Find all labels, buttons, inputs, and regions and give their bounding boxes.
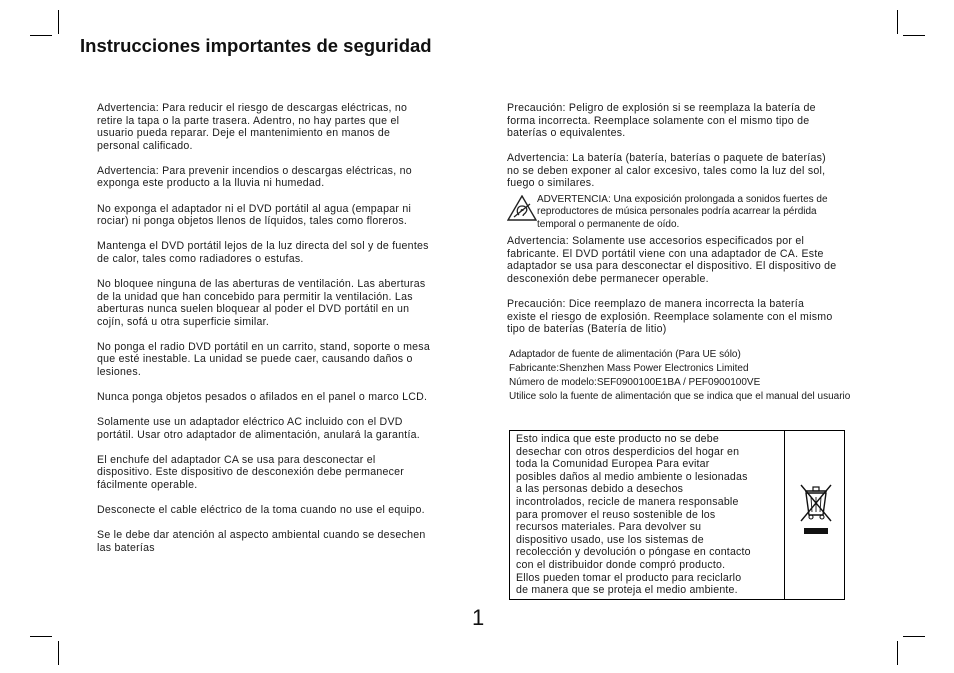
weee-notice-text: Esto indica que este producto no se debe desechar con otros desperdicios del hogar en toda la Comunidad Europea Para evitar posibles daños al medio ambiente o lesionadas a las personas debido a desechos incontrolados, recicle de manera responsable para promover el reuso sostenible de los recursos materiales. Para devolver su dispositivo usado, use los sistemas de recolección y devolución o póngase en contacto con el distribuidor donde compró producto. Ellos pueden tomar el producto para reciclarlo de manera que se proteja el medio ambiente. (510, 431, 785, 599)
page-title: Instrucciones importantes de seguridad (80, 35, 432, 56)
crop-mark (897, 641, 898, 665)
crop-mark (30, 35, 52, 36)
crop-mark (58, 641, 59, 665)
safety-paragraph: Precaución: Peligro de explosión si se reemplaza la batería de forma incorrecta. Reemplace solamente con el mismo tipo de baterías o equivalentes. (507, 102, 816, 140)
safety-paragraph: Advertencia: Solamente use accesorios especificados por el fabricante. El DVD portátil viene con una adaptador de CA. Este adaptador se usa para desconectar el dispositivo. El dispositivo de desconexión debe permanecer operable. (507, 235, 837, 285)
hearing-warning-text: ADVERTENCIA: Una exposición prolongada a sonidos fuertes de reproductores de música personales podría acarrear la pérdida temporal o permanente de oído. (537, 193, 828, 230)
safety-paragraph: Advertencia: Para reducir el riesgo de descargas eléctricas, no retire la tapa o la parte trasera. Adentro, no hay partes que el usuario pueda reparar. Deje el mantenimiento en manos de personal calificado. (97, 102, 408, 152)
safety-paragraph: Advertencia: La batería (batería, baterías o paquete de baterías) no se deben exponer al calor excesivo, tales como la luz del sol, fuego o similares. (507, 152, 826, 190)
adapter-info (509, 348, 892, 403)
hearing-warning-icon (507, 195, 537, 221)
adapter-line: Fabricante:Shenzhen Mass Power Electronics Limited (509, 363, 749, 375)
right-column (507, 102, 892, 403)
crop-mark (897, 10, 898, 34)
safety-paragraph: El enchufe del adaptador CA se usa para desconectar el dispositivo. Este dispositivo de desconexión debe permanecer fácilmente operable. (97, 453, 405, 492)
safety-paragraph: No bloquee ninguna de las aberturas de ventilación. Las aberturas de la unidad que han concebido para permitir la ventilación. Las aberturas nunca suelen bloquear al poder el DVD portátil en un cojín, sofá u otra superficie similar. (97, 277, 426, 328)
weee-notice-box (509, 430, 845, 600)
safety-paragraph: Advertencia: Para prevenir incendios o descargas eléctricas, no exponga este producto a la lluvia ni humedad. (97, 164, 412, 190)
safety-paragraph: Solamente use un adaptador eléctrico AC incluido con el DVD portátil. Usar otro adaptador de alimentación, anulará la garantía. (97, 416, 420, 441)
safety-paragraph: Mantenga el DVD portátil lejos de la luz directa del sol y de fuentes de calor, tales como radiadores o estufas. (97, 240, 429, 265)
safety-paragraph: Se le debe dar atención al aspecto ambiental cuando se desechen las baterías (97, 529, 426, 554)
crop-mark (30, 636, 52, 637)
safety-paragraph: No ponga el radio DVD portátil en un carrito, stand, soporte o mesa que esté inestable. La unidad se puede caer, causando daños o lesiones. (97, 340, 430, 378)
safety-paragraph: Nunca ponga objetos pesados o afilados en el panel o marco LCD. (97, 391, 428, 404)
page-number: 1 (472, 605, 485, 630)
safety-paragraph: No exponga el adaptador ni el DVD portátil al agua (empapar ni rociar) ni ponga objetos llenos de líquidos, tales como floreros. (97, 202, 412, 228)
hearing-warning (507, 194, 892, 232)
left-column (97, 102, 465, 567)
crop-mark (903, 636, 925, 637)
adapter-line: Adaptador de fuente de alimentación (Para UE sólo) (509, 349, 741, 361)
crop-mark (58, 10, 59, 34)
crop-mark (903, 35, 925, 36)
safety-paragraph: Desconecte el cable eléctrico de la toma cuando no use el equipo. (97, 504, 425, 517)
weee-symbol-cell (785, 431, 844, 599)
adapter-line: Utilice solo la fuente de alimentación que se indica que el manual del usuario (509, 390, 851, 402)
adapter-line: Número de modelo:SEF0900100E1BA / PEF0900100VE (509, 376, 761, 388)
safety-paragraph: Precaución: Dice reemplazo de manera incorrecta la batería existe el riesgo de explosión. Reemplace solamente con el mismo tipo de baterías (Batería de litio) (507, 297, 833, 336)
crossed-out-wheelie-bin-icon (798, 483, 834, 539)
